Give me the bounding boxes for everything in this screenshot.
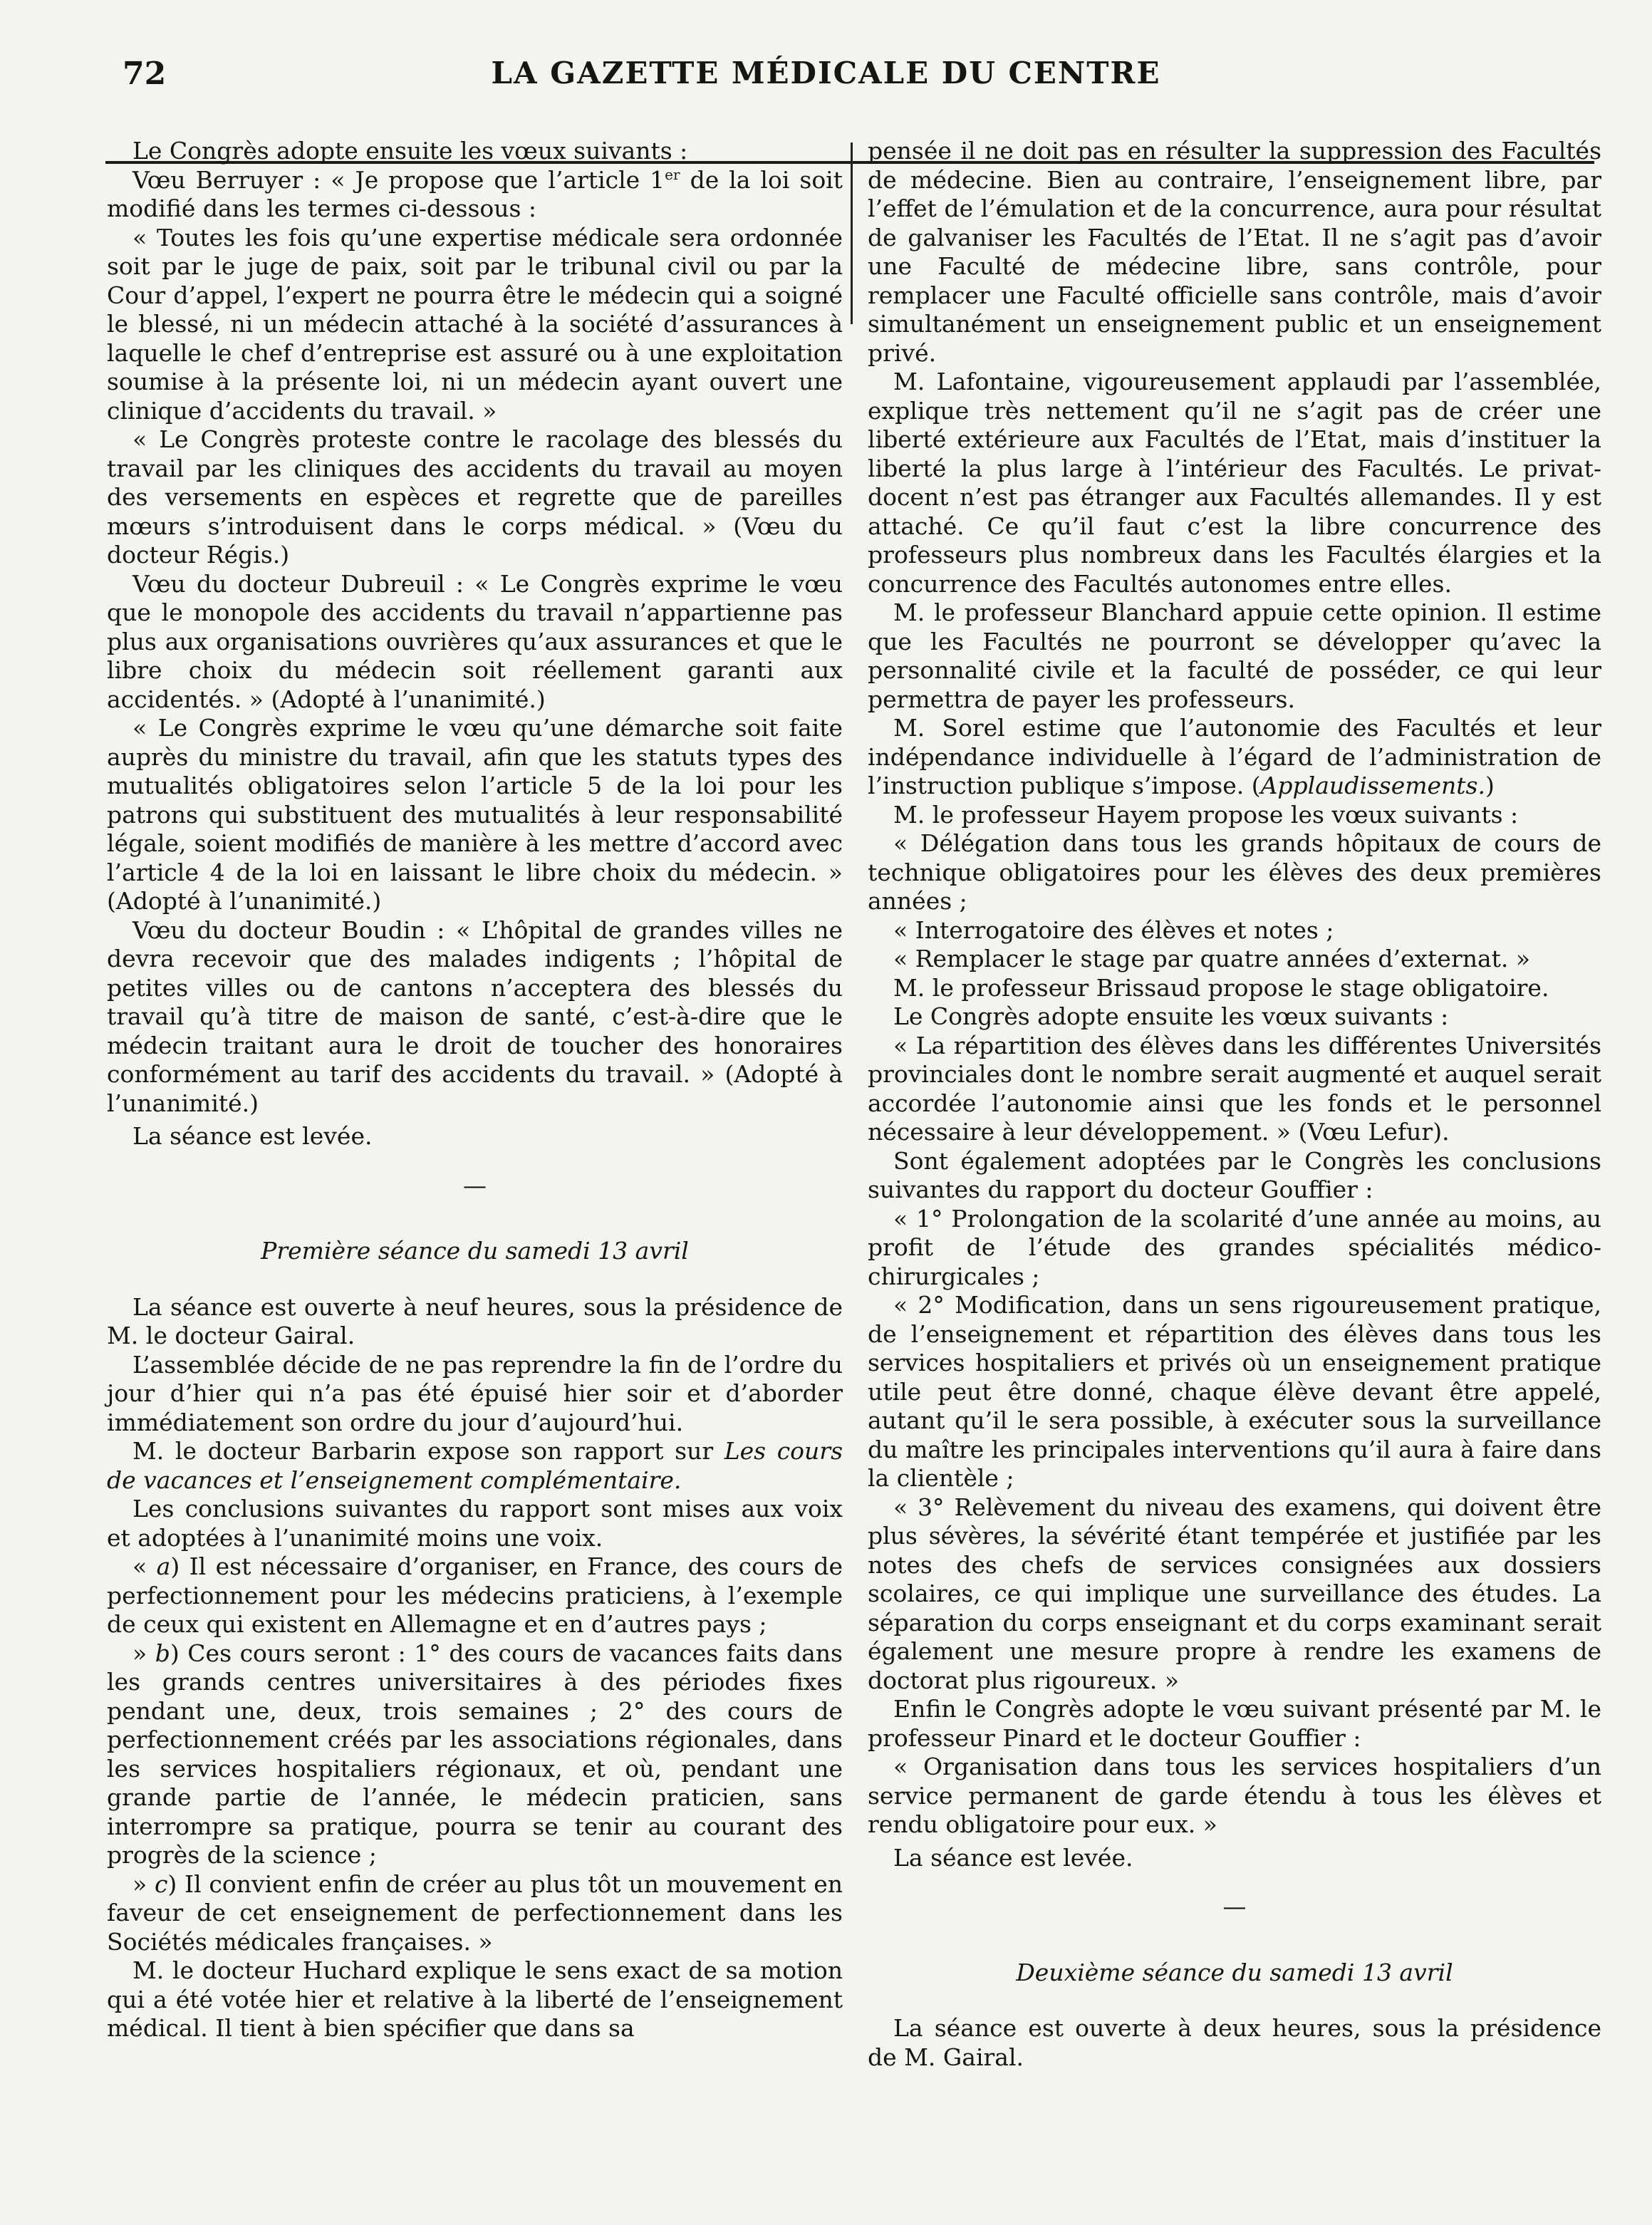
paragraph: Vœu du docteur Boudin : « L’hôpital de grandes villes ne devra recevoir que des malades indigents ; l’hôpital de petites villes ou de cantons n’acceptera des blessés du travail qu’à titre de maison de santé, c’est-à-dire que le médecin traitant aura le droit de toucher des honoraires conformément au tarif des accidents du travail. » (Adopté à l’unanimité.) — [107, 916, 843, 1117]
paragraph-text: ) Il convient enfin de créer au plus tôt un mouvement en faveur de cet enseignement de perfectionnement dans les Sociétés médicales françaises. » — [107, 1869, 843, 1956]
item-letter: b — [155, 1639, 170, 1667]
paragraph-text: de la loi soit modifié dans les termes ci-dessous : — [107, 165, 843, 222]
paragraph: « 2° Modification, dans un sens rigoureusement pratique, de l’enseignement et répartition des élèves dans tous les services hospitaliers et privés où un enseignement pratique utile peut être donné, chaque élève devant être appelé, autant qu’il le sera possible, à exécuter sous la surveillance du maître les principales interventions qu’il aura à faire dans la clientèle ; — [868, 1291, 1601, 1492]
page-number: 72 — [123, 56, 167, 92]
paragraph: M. le docteur Huchard explique le sens exact de sa motion qui a été votée hier et relative à la liberté de l’enseignement médical. Il tient à bien spécifier que dans sa — [107, 1956, 843, 2042]
session-closed: La séance est levée. — [893, 1843, 1133, 1872]
session-closed: La séance est levée. — [133, 1122, 373, 1150]
paragraph: Vœu du docteur Dubreuil : « Le Congrès exprime le vœu que le monopole des accidents du travail n’appartienne pas plus aux organisations ouvrières qu’aux assurances et que le libre choix du médecin soit réellement garanti aux accidentés. » (Adopté à l’unanimité.) — [107, 569, 843, 713]
paragraph: Le Congrès adopte ensuite les vœux suivants : — [893, 1002, 1449, 1030]
section-heading: Première séance du samedi 13 avril — [261, 1237, 689, 1265]
paragraph-text: » — [133, 1869, 155, 1898]
paragraph: Sont également adoptées par le Congrès les conclusions suivantes du rapport du docteur Gouffier : — [868, 1146, 1601, 1203]
paragraph: « 3° Relèvement du niveau des examens, qui doivent être plus sévères, la sévérité étant tempérée et justifiée par les notes des chefs de services consignées aux dossiers scolaires, ce qui implique une surveillance des études. La séparation du corps enseignant et du corps examinant serait également une mesure propre à rendre les examens de doctorat plus rigoureux. » — [868, 1493, 1601, 1694]
paragraph — [107, 1437, 843, 1495]
paragraph — [107, 1870, 843, 1957]
paragraph: pensée il ne doit pas en résulter la suppression des Facultés de médecine. Bien au contraire, l’enseignement libre, par l’effet de l’émulation et de la concurrence, aura pour résultat de galvaniser les Facultés de l’Etat. Il ne s’agit pas d’avoir une Faculté de médecine libre, sans contrôle, pour remplacer une Faculté officielle sans contrôle, mais d’avoir simultanément un enseignement public et un enseignement privé. — [868, 137, 1601, 367]
journal-title: LA GAZETTE MÉDICALE DU CENTRE — [491, 56, 1161, 90]
paragraph-text: ) Ces cours seront : 1° des cours de vacances faits dans les grands centres universitaires à des périodes fixes pendant une, deux, trois semaines ; 2° des cours de perfectionnement créés par les associations régionales, dans les services hospitaliers régionaux, et où, pendant une grande partie de l’année, le médecin praticien, sans interrompre sa pratique, pourra se tenir au courant des progrès de la science ; — [107, 1639, 843, 1869]
paragraph: M. le professeur Hayem propose les vœux suivants : — [893, 800, 1519, 829]
paragraph-text: ) — [1485, 772, 1495, 799]
item-letter: c — [154, 1869, 168, 1898]
paragraph-text: » — [133, 1639, 155, 1667]
paragraph: Le Congrès adopte ensuite les vœux suivants : — [133, 137, 688, 165]
paragraph: M. le professeur Brissaud propose le stage obligatoire. — [893, 973, 1549, 1002]
paragraph: « Le Congrès proteste contre le racolage des blessés du travail par les cliniques des accidents du travail au moyen des versements en espèces et regrette que de pareilles mœurs s’introduisent dans le corps médical. » (Vœu du docteur Régis.) — [107, 425, 843, 569]
paragraph: Les conclusions suivantes du rapport sont mises aux voix et adoptées à l’unanimité moins une voix. — [107, 1495, 843, 1552]
separator: — — [463, 1171, 487, 1199]
paragraph: « Interrogatoire des élèves et notes ; — [893, 916, 1334, 944]
paragraph-text: Vœu Berruyer : « Je propose que l’article 1 — [133, 165, 665, 194]
paragraph: M. le professeur Blanchard appuie cette opinion. Il estime que les Facultés ne pourront se développer qu’avec la personnalité civile et la faculté de posséder, ce qui leur permettra de payer les professeurs. — [868, 598, 1601, 713]
paragraph: « Remplacer le stage par quatre années d’externat. » — [893, 945, 1531, 973]
paragraph — [868, 714, 1601, 801]
right-column — [868, 137, 1601, 2072]
paragraph: « Le Congrès exprime le vœu qu’une démarche soit faite auprès du ministre du travail, afin que les statuts types des mutualités obligatoires selon l’article 5 de la loi pour les patrons qui substituent des mutualités à leur responsabilité légale, soient modifiés de manière à les mettre d’accord avec l’article 4 de la loi en laissant le libre choix du médecin. » (Adopté à l’unanimité.) — [107, 714, 843, 915]
paragraph: L’assemblée décide de ne pas reprendre la fin de l’ordre du jour d’hier qui n’a pas été épuisé hier soir et d’aborder immédiatement son ordre du jour d’aujourd’hui. — [107, 1350, 843, 1436]
paragraph: M. Lafontaine, vigoureusement applaudi par l’assemblée, explique très nettement qu’il ne s’agit pas de créer une liberté extérieure aux Facultés de l’Etat, mais d’instituer la liberté la plus large à l’intérieur des Facultés. Le privat-docent n’est pas étranger aux Facultés allemandes. Il y est attaché. Ce qu’il faut c’est la libre concurrence des professeurs plus nombreux dans les Facultés élargies et la concurrence des Facultés autonomes entre elles. — [868, 368, 1601, 598]
separator: — — [1222, 1892, 1247, 1920]
applause-note: Applaudissements. — [1260, 772, 1485, 799]
paragraph: La séance est ouverte à neuf heures, sous la présidence de M. le docteur Gairal. — [107, 1292, 843, 1349]
paragraph-text: « — [133, 1552, 157, 1580]
paragraph-text: M. Sorel estime que l’autonomie des Facultés et leur indépendance individuelle à l’égard de l’administration de l’instruction publique s’impose. ( — [868, 714, 1601, 799]
paragraph: « Délégation dans tous les grands hôpitaux de cours de technique obligatoires pour les élèves des deux premières années ; — [868, 829, 1601, 915]
paragraph — [107, 1552, 843, 1639]
paragraph: « Toutes les fois qu’une expertise médicale sera ordonnée soit par le juge de paix, soit par le tribunal civil ou par la Cour d’appel, l’expert ne pourra être le médecin qui a soigné le blessé, ni un médecin attaché à la société d’assurances à laquelle le chef d’entreprise est assuré ou à une exploitation soumise à la présente loi, ni un médecin ayant ouvert une clinique d’accidents du travail. » — [107, 223, 843, 425]
section-heading: Deuxième séance du samedi 13 avril — [1016, 1958, 1453, 1986]
superscript: er — [665, 165, 680, 183]
report-title: Les cours de vacances et l’enseignement complémentaire. — [107, 1437, 843, 1494]
paragraph-text: M. le docteur Barbarin expose son rapport sur — [133, 1437, 724, 1465]
column-divider — [851, 142, 853, 324]
paragraph: La séance est ouverte à deux heures, sous la présidence de M. Gairal. — [868, 2014, 1601, 2071]
item-letter: a — [156, 1552, 171, 1580]
page-header — [0, 56, 1652, 113]
paragraph: « Organisation dans tous les services hospitaliers d’un service permanent de garde étendu à tous les élèves et rendu obligatoire pour eux. » — [868, 1753, 1601, 1838]
paragraph — [107, 166, 843, 224]
paragraph-text: ) Il est nécessaire d’organiser, en France, des cours de perfectionnement pour les médecins praticiens, à l’exemple de ceux qui existent en Allemagne et en d’autres pays ; — [107, 1552, 843, 1638]
paragraph: « La répartition des élèves dans les différentes Universités provinciales dont le nombre serait augmenté et auquel serait accordée l’autonomie ainsi que les fonds et le personnel nécessaire à leur développement. » (Vœu Lefur). — [868, 1031, 1601, 1146]
paragraph: « 1° Prolongation de la scolarité d’une année au moins, au profit de l’étude des grandes spécialités médico-chirurgicales ; — [868, 1204, 1601, 1290]
left-column — [107, 137, 843, 2043]
paragraph — [107, 1639, 843, 1870]
paragraph: Enfin le Congrès adopte le vœu suivant présenté par M. le professeur Pinard et le docteur Gouffier : — [868, 1695, 1601, 1752]
